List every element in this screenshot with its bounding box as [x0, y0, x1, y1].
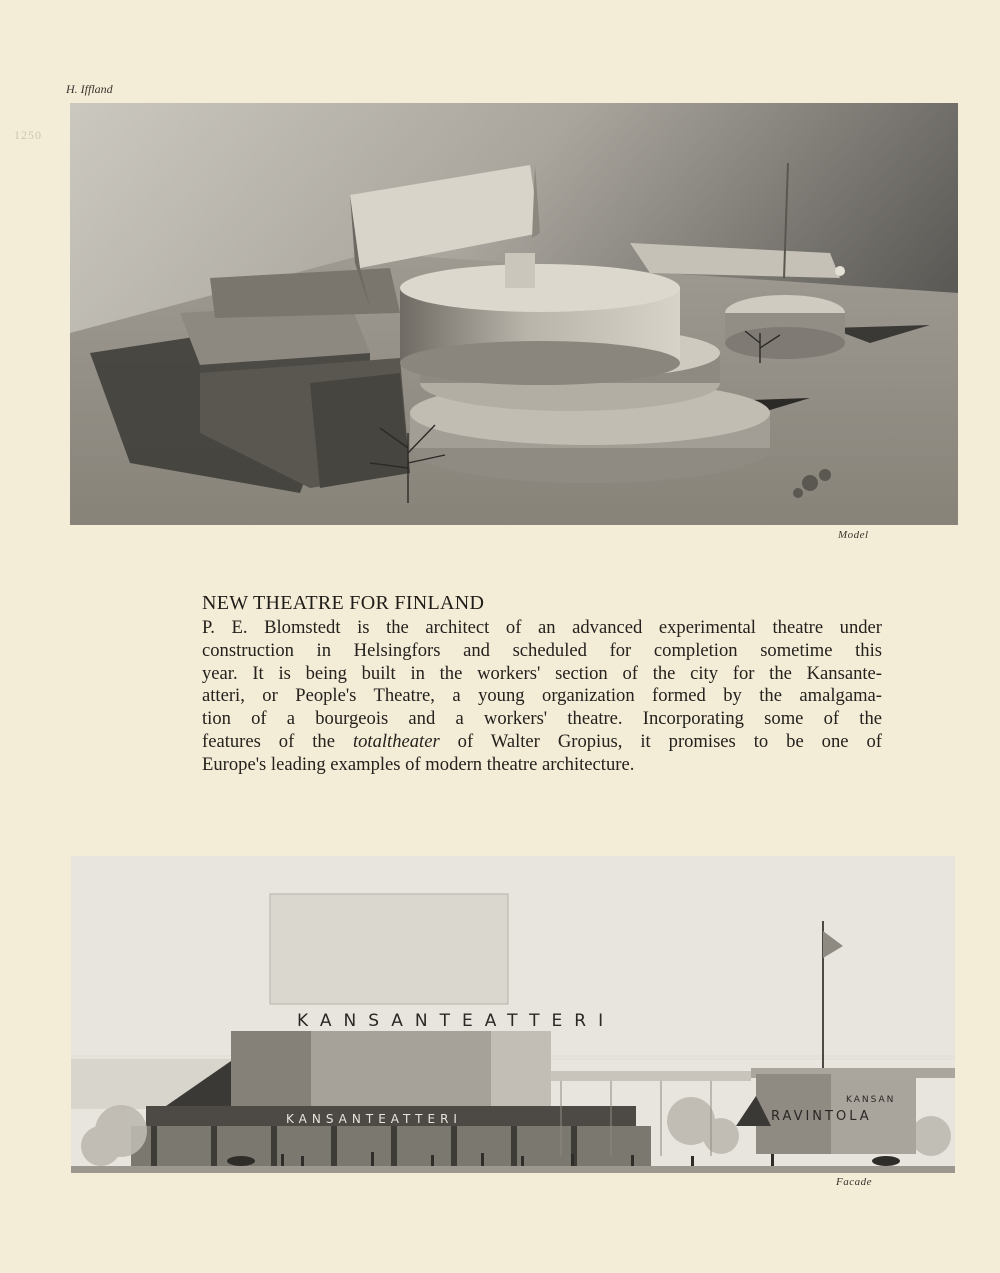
facade-sign-lower: KANSANTEATTERI [286, 1112, 462, 1126]
pencil-annotation: 1250 [14, 128, 42, 142]
article-line-1: P. E. Blomstedt is the architect of an advanced experimental theatre under [202, 617, 882, 638]
line6-after: of Walter Gropius, it promises to be one of [439, 730, 882, 752]
article [202, 592, 882, 777]
article-line-4: atteri, or People's Theatre, a young organization formed by the amalgama- [202, 685, 882, 707]
article-line-5: tion of a bourgeois and a workers' theatre. Incorporating some of the [202, 708, 882, 730]
photo-credit: H. Iffland [66, 82, 113, 96]
facade-sign-right-top: KANSAN [846, 1095, 896, 1105]
facade-caption: Facade [836, 1176, 872, 1188]
model-caption: Model [838, 529, 869, 541]
article-line-3: year. It is being built in the workers' section of the city for the Kansante- [202, 662, 882, 684]
article-headline: NEW THEATRE FOR FINLAND [202, 592, 485, 614]
facade-sign-top: KANSANTEATTERI [297, 1011, 616, 1031]
line6-before: features of the [202, 730, 353, 752]
facade-drawing [71, 856, 955, 1173]
article-line-6 [202, 731, 882, 754]
model-photograph [70, 103, 958, 525]
article-line-7: Europe's leading examples of modern theatre architecture. [202, 753, 635, 775]
totaltheater-term: totaltheater [352, 730, 440, 752]
article-line-2: construction in Helsingfors and scheduled for completion sometime this [202, 639, 882, 661]
facade-sign-right-bottom: RAVINTOLA [771, 1109, 872, 1124]
